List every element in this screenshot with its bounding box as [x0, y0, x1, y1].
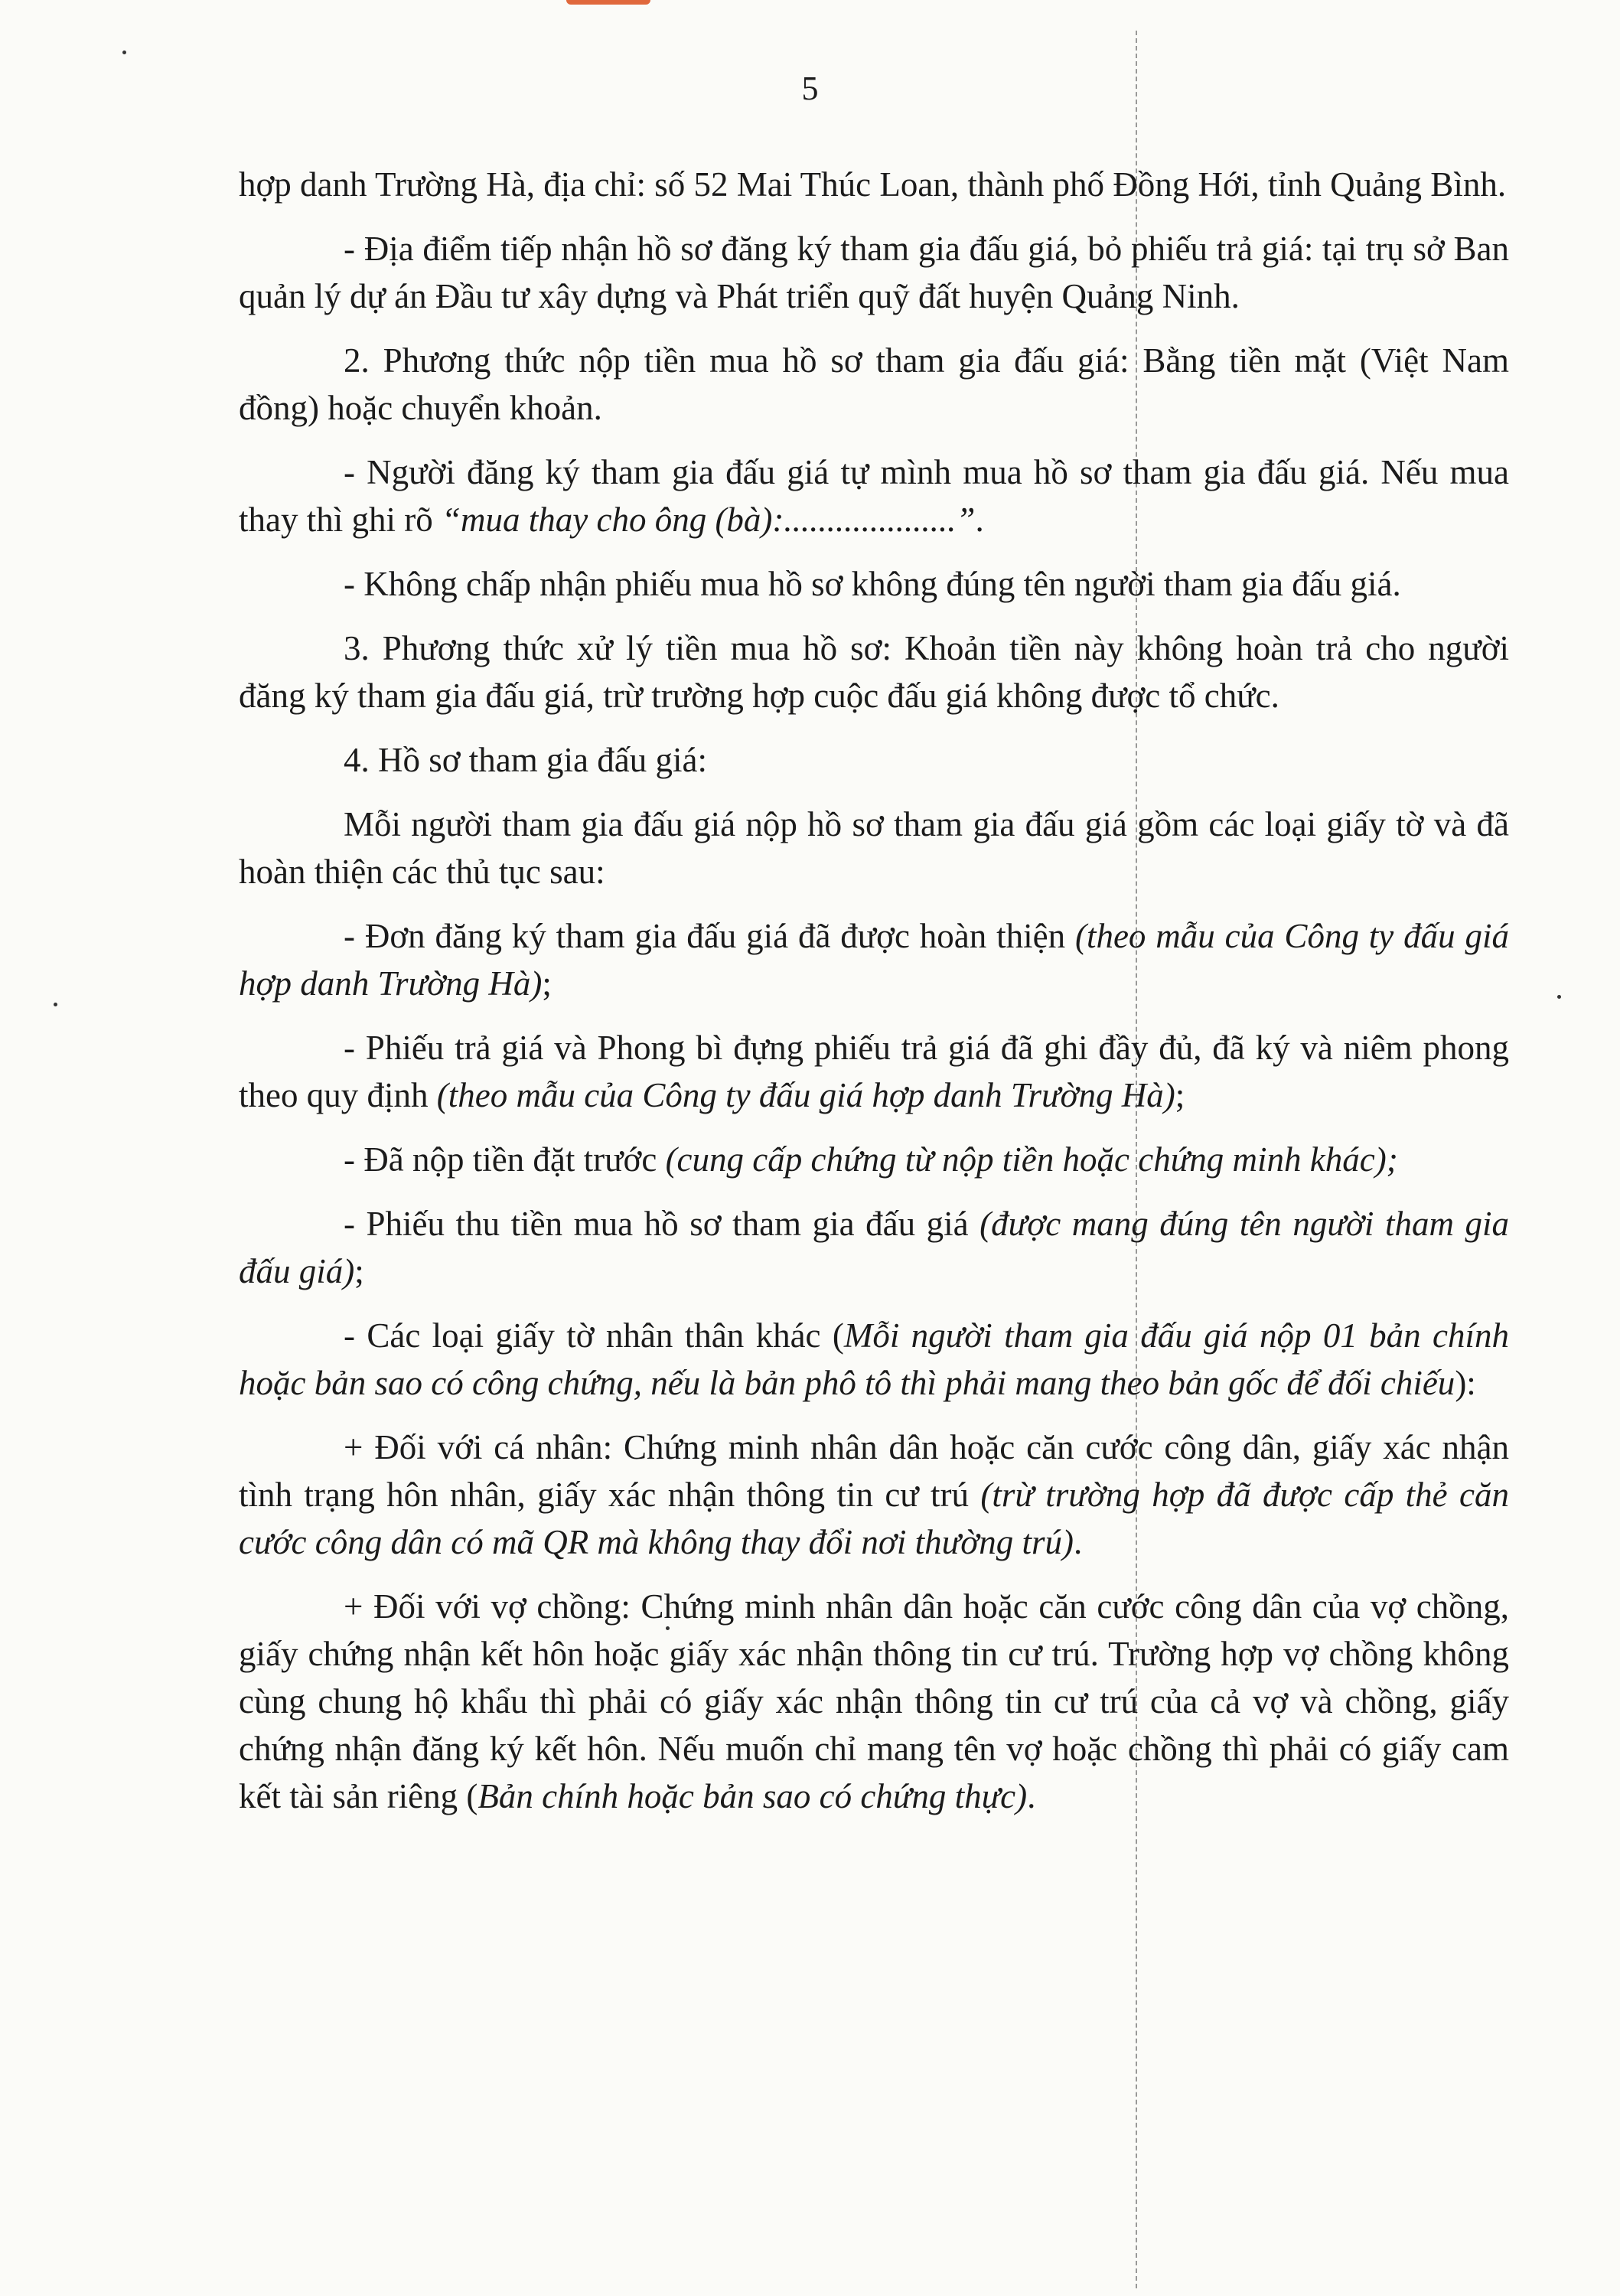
document-body	[239, 161, 1509, 1837]
text-run: .	[1073, 1523, 1083, 1561]
italic-text: (được mang đúng tên người tham gia đấu giá)	[239, 1205, 1510, 1290]
text-run: 2. Phương thức nộp tiền mua hồ sơ tham gia đấu giá: Bằng tiền mặt (Việt Nam đồng) hoặc chuyển khoản.	[239, 341, 1509, 427]
text-run: ):	[1455, 1364, 1476, 1402]
text-run: ;	[542, 964, 552, 1003]
text-run: + Đối với vợ chồng: Chứng minh nhân dân hoặc căn cước công dân của vợ chồng, giấy chứng nhận kết hôn hoặc giấy xác nhận thông tin cư trú. Trường hợp vợ chồng không cùng chung hộ khẩu thì phải có giấy xác nhận thông tin cư trú của cả vợ và chồng, giấy chứng nhận đăng ký kết hôn. Nếu muốn chỉ mang tên vợ hoặc chồng thì phải có giấy cam kết tài sản riêng (	[239, 1587, 1509, 1815]
italic-text: (theo mẫu của Công ty đấu giá hợp danh Trường Hà)	[436, 1076, 1175, 1114]
text-run: - Người đăng ký tham gia đấu giá tự mình mua hồ sơ tham gia đấu giá. Nếu mua thay thì ghi rõ	[239, 453, 1509, 539]
text-run: .	[1027, 1777, 1036, 1815]
scan-artifact-mark	[566, 0, 650, 5]
paragraph	[239, 161, 1509, 208]
text-run: hợp danh Trường Hà, địa chỉ: số 52 Mai Thúc Loan, thành phố Đồng Hới, tỉnh Quảng Bình.	[239, 165, 1507, 204]
paragraph	[239, 1583, 1509, 1820]
italic-text: (theo mẫu của Công ty đấu giá hợp danh Trường Hà)	[239, 917, 1509, 1003]
text-run: 3. Phương thức xử lý tiền mua hồ sơ: Khoản tiền này không hoàn trả cho người đăng ký tham gia đấu giá, trừ trường hợp cuộc đấu giá không được tổ chức.	[239, 629, 1509, 715]
paragraph	[239, 1200, 1509, 1295]
text-run: Mỗi người tham gia đấu giá nộp hồ sơ tham gia đấu giá gồm các loại giấy tờ và đã hoàn thiện các thủ tục sau:	[239, 805, 1509, 891]
paragraph	[239, 625, 1509, 719]
text-run: - Không chấp nhận phiếu mua hồ sơ không đúng tên người tham gia đấu giá.	[344, 565, 1401, 603]
scan-speck	[54, 1003, 57, 1006]
paragraph	[239, 801, 1509, 895]
paragraph	[239, 225, 1509, 320]
paragraph	[239, 1424, 1509, 1566]
text-run: - Các loại giấy tờ nhân thân khác (	[344, 1316, 844, 1355]
text-run: ;	[1175, 1076, 1185, 1114]
paragraph	[239, 337, 1509, 432]
page-number: 5	[801, 70, 819, 107]
text-run: - Địa điểm tiếp nhận hồ sơ đăng ký tham gia đấu giá, bỏ phiếu trả giá: tại trụ sở Ban quản lý dự án Đầu tư xây dựng và Phát triển quỹ đất huyện Quảng Ninh.	[239, 230, 1509, 315]
italic-text: Mỗi người tham gia đấu giá nộp 01 bản chính hoặc bản sao có công chứng, nếu là bản phô tô thì phải mang theo bản gốc để đối chiếu	[239, 1316, 1509, 1402]
paragraph	[239, 1136, 1509, 1183]
paragraph	[239, 560, 1509, 608]
scan-speck	[1557, 995, 1561, 999]
paragraph	[239, 912, 1509, 1007]
italic-text: “mua thay cho ông (bà):....................”	[441, 501, 976, 539]
paragraph	[239, 1312, 1509, 1407]
paragraph	[239, 448, 1509, 543]
text-run: - Đã nộp tiền đặt trước	[344, 1140, 666, 1179]
text-run: 4. Hồ sơ tham gia đấu giá:	[344, 741, 707, 779]
text-run: - Đơn đăng ký tham gia đấu giá đã được hoàn thiện	[344, 917, 1075, 955]
italic-text: (trừ trường hợp đã được cấp thẻ căn cước công dân có mã QR mà không thay đổi nơi thường trú)	[239, 1476, 1509, 1561]
paragraph	[239, 736, 1509, 784]
text-run: .	[975, 501, 984, 539]
text-run: + Đối với cá nhân: Chứng minh nhân dân hoặc căn cước công dân, giấy xác nhận tình trạng hôn nhân, giấy xác nhận thông tin cư trú	[239, 1428, 1509, 1514]
italic-text: Bản chính hoặc bản sao có chứng thực)	[478, 1777, 1028, 1815]
text-run: - Phiếu thu tiền mua hồ sơ tham gia đấu giá	[344, 1205, 980, 1243]
italic-text: (cung cấp chứng từ nộp tiền hoặc chứng minh khác);	[665, 1140, 1398, 1179]
text-run: - Phiếu trả giá và Phong bì đựng phiếu trả giá đã ghi đầy đủ, đã ký và niêm phong theo quy định	[239, 1029, 1509, 1114]
text-run: ;	[354, 1252, 364, 1290]
paragraph	[239, 1024, 1509, 1119]
scan-speck	[122, 51, 126, 54]
